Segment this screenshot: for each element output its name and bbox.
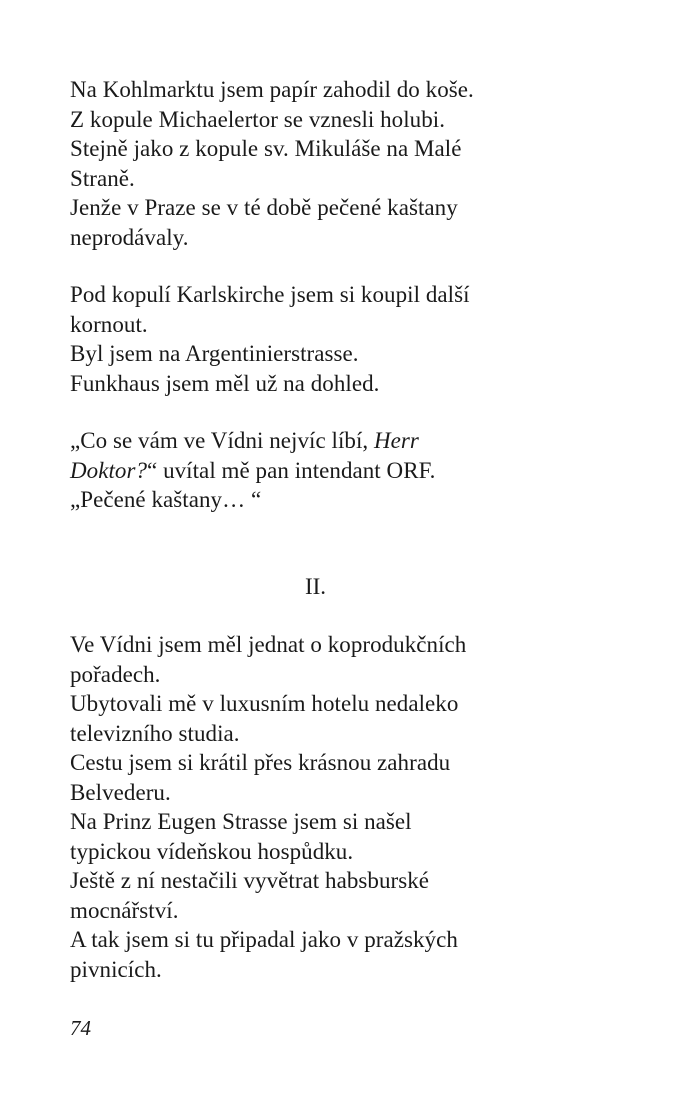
page-number: 74 [70, 1016, 91, 1040]
text-line: Na Prinz Eugen Strasse jsem si našel [70, 809, 412, 834]
text-line: pivnicích. [70, 956, 162, 982]
text-line: pořadech. [70, 661, 161, 687]
text-line: Ubytovali mě v luxusním hotelu nedaleko [70, 691, 459, 716]
text-line [70, 426, 630, 456]
quote-text: „Co se vám ve Vídni nejvíc líbí, [70, 428, 375, 453]
text-line: Straně. [70, 165, 135, 191]
stanza-4 [70, 630, 630, 984]
text-line: Z kopule Michaelertor se vznesli holubi. [70, 106, 446, 132]
text-line: Funkhaus jsem měl už na dohled. [70, 370, 380, 396]
text-line: Ve Vídni jsem měl jednat o koprodukčních [70, 632, 467, 657]
text-line: typickou vídeňskou hospůdku. [70, 838, 354, 864]
text-line: Pod kopulí Karlskirche jsem si koupil další [70, 282, 470, 307]
stanza-1 [70, 75, 630, 252]
stanza-3 [70, 426, 630, 515]
text-line: Byl jsem na Argentinierstrasse. [70, 341, 359, 366]
text-line: „Pečené kaštany… “ [70, 487, 262, 512]
stanza-2 [70, 280, 630, 398]
text-line: Ještě z ní nestačili vyvětrat habsburské [70, 868, 430, 893]
quote-text: “ uvítal mě pan intendant ORF. [147, 457, 436, 483]
text-line: neprodávaly. [70, 224, 189, 250]
text-line: Belvederu. [70, 779, 171, 805]
italic-text: Herr [374, 428, 419, 453]
italic-text: Doktor? [70, 457, 148, 483]
text-line [70, 456, 630, 486]
text-line: Cestu jsem si krátil přes krásnou zahradu [70, 750, 451, 775]
section-heading: II. [304, 574, 327, 599]
text-line: Jenže v Praze se v té době pečené kaštany [70, 195, 458, 220]
text-line: kornout. [70, 311, 148, 337]
text-line: A tak jsem si tu připadal jako v pražských [70, 927, 458, 952]
text-line: televizního studia. [70, 720, 240, 746]
text-line: Stejně jako z kopule sv. Mikuláše na Malé [70, 136, 462, 161]
text-line: mocnářství. [70, 897, 179, 923]
text-line: Na Kohlmarktu jsem papír zahodil do koše. [70, 77, 474, 102]
